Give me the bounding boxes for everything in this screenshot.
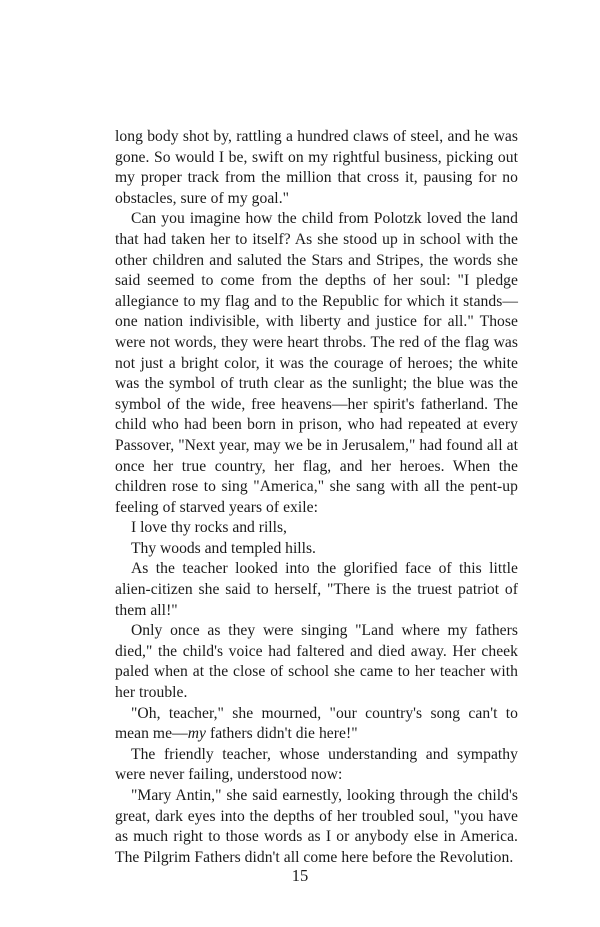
quote-before: "Oh, teacher," she mourned, "our country's song can't to mean me—: [115, 704, 518, 743]
page-number: 15: [291, 866, 309, 885]
paragraph-2: Can you imagine how the child from Polotzk loved the land that had taken her to itself? As she stood up in school with the other children and saluted the Stars and Stripes, the words she said seemed to come from the depths of her soul: "I pledge allegiance to my flag and to the Republic for which it stands—one nation indivisible, with liberty and justice for all." Those were not words, they were heart throbs. The red of the flag was not just a bright color, it was the courage of heroes; the white was the symbol of truth clear as the sunlight; the blue was the symbol of the wide, free heavens—her spirit's fatherland. The child who had been born in prison, who had repeated at every Passover, "Next year, may we be in Jerusalem," had found all at once her true country, her flag, and her heroes. When the children rose to sing "America," she sang with all the pent-up feeling of starved years of exile:: [115, 210, 518, 516]
paragraph-4: Only once as they were singing "Land where my fathers died," the child's voice had faltered and died away. Her cheek paled when at the close of school she came to her teacher with her trouble.: [115, 622, 518, 702]
paragraph-6: The friendly teacher, whose understanding and sympathy were never failing, understood now:: [115, 745, 518, 784]
paragraph-1: long body shot by, rattling a hundred claws of steel, and he was gone. So would I be, swift on my rightful business, picking out my proper track from the million that cross it, pausing for no obstacles, sure of my goal.": [115, 128, 518, 207]
paragraph-5-quote: [115, 704, 518, 745]
quote-emphasis: my: [187, 725, 207, 743]
paragraph-7: "Mary Antin," she said earnestly, looking through the child's great, dark eyes into the depths of her troubled soul, "you have as much right to those words as I or anybody else in America. The Pilgrim Fathers didn't all come here before the Revolution.: [115, 787, 518, 866]
page-body: [115, 127, 518, 868]
paragraph-3: As the teacher looked into the glorified face of this little alien-citizen she said to herself, "There is the truest patriot of them all!": [115, 560, 518, 619]
verse-line-1: I love thy rocks and rills,: [131, 519, 287, 537]
verse-line-2: Thy woods and templed hills.: [131, 539, 316, 557]
quote-after: fathers didn't die here!": [206, 725, 358, 743]
